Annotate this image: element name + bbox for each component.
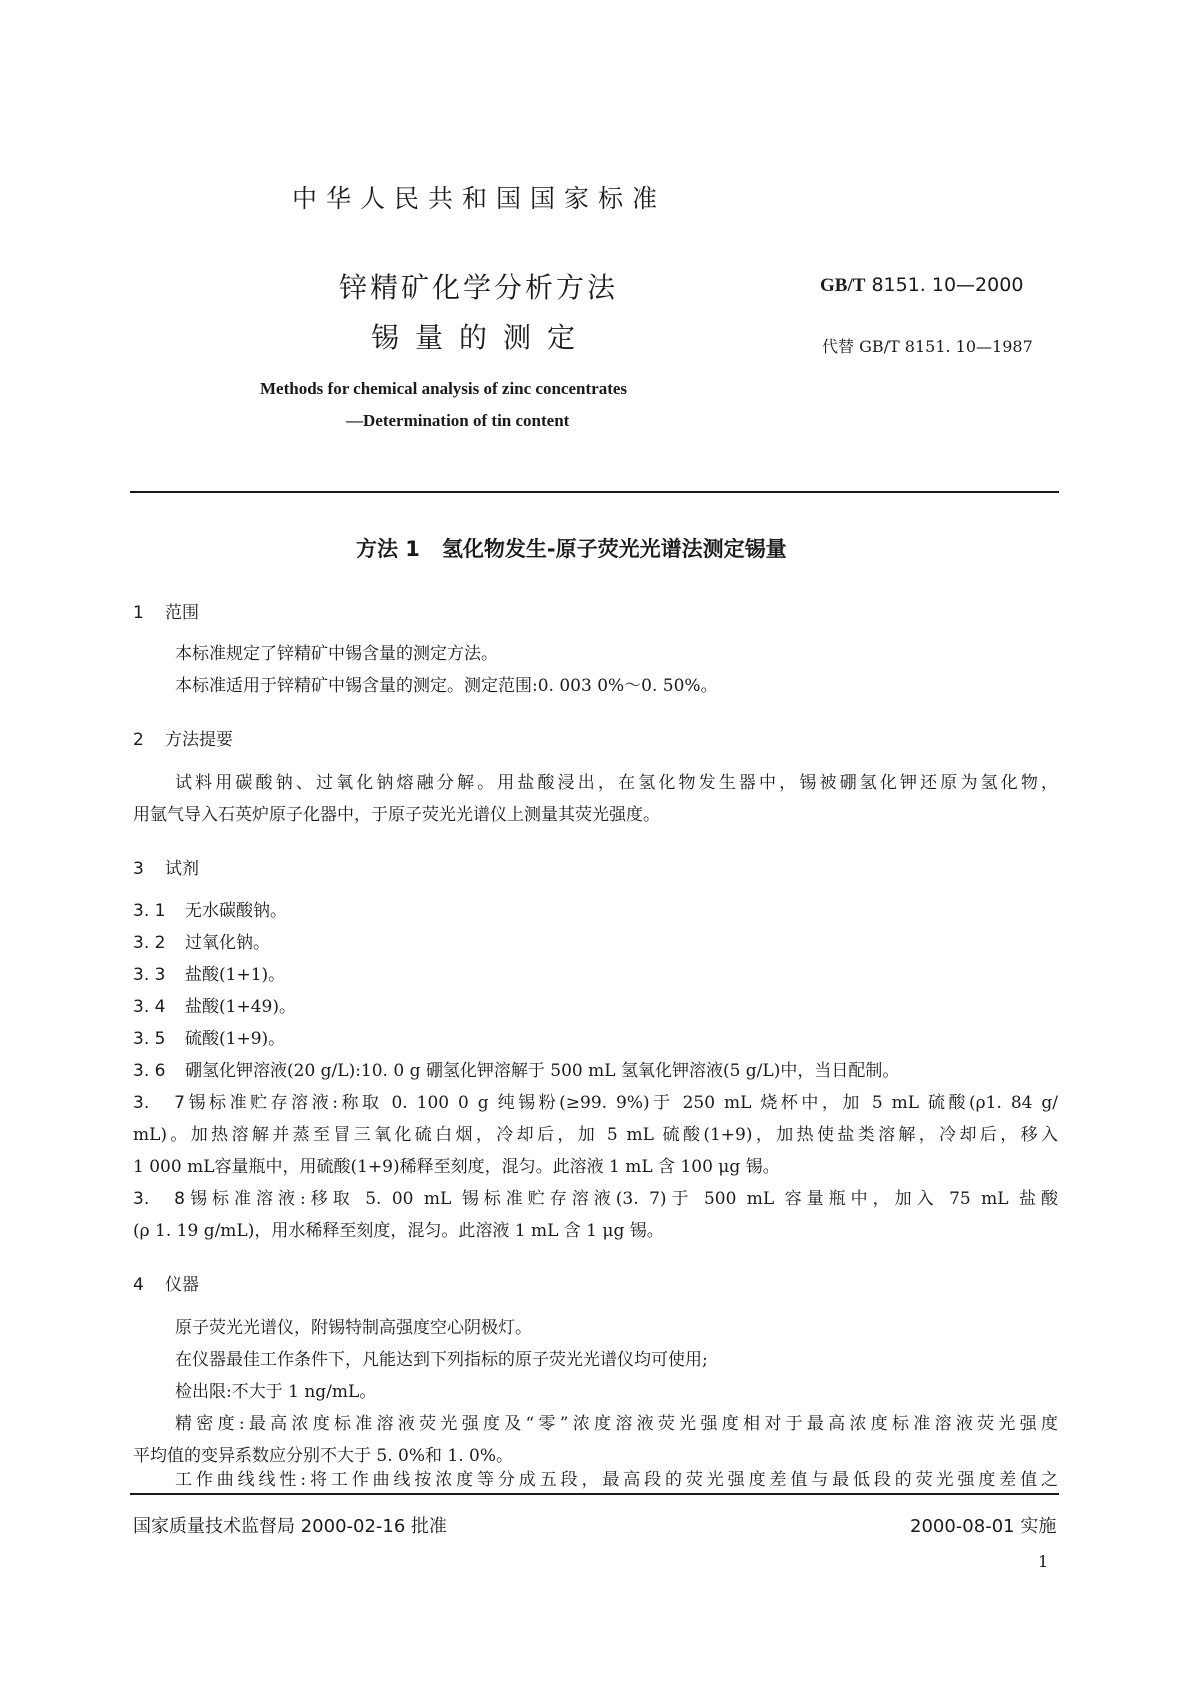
section-title: 试剂 — [165, 859, 199, 879]
section-title: 仪器 — [165, 1275, 199, 1295]
item-number: 3. 1 — [133, 901, 166, 921]
page-number: 1 — [1038, 1552, 1049, 1571]
reagent-item-continuation: 1 000 mL容量瓶中，用硫酸(1+9)稀释至刻度，混匀。此溶液 1 mL 含 100 μg 锡。 — [133, 1157, 780, 1177]
reagent-item — [133, 1184, 1058, 1209]
national-standard-heading: 中华人民共和国国家标准 — [292, 184, 667, 213]
section-number: 1 — [133, 603, 144, 623]
reagent-item — [133, 960, 285, 985]
footer-divider — [130, 1493, 1059, 1495]
standard-number-value: 8151. 10—2000 — [865, 274, 1024, 296]
item-text: 硼氢化钾溶液(20 g/L):10. 0 g 硼氢化钾溶解于 500 mL 氢氧化钾溶液(5 g/L)中，当日配制。 — [185, 1061, 900, 1081]
item-text: 过氧化钠。 — [185, 933, 270, 953]
item-text: 无水碳酸钠。 — [185, 901, 287, 921]
section-number: 3 — [133, 859, 144, 879]
section-number: 4 — [133, 1275, 144, 1295]
section-1-paragraph-1: 本标准规定了锌精矿中锡含量的测定方法。 — [175, 644, 498, 664]
item-text: 盐酸(1+1)。 — [185, 965, 286, 985]
section-4-paragraph-4-line-1: 精密度:最高浓度标准溶液荧光强度及“零”浓度溶液荧光强度相对于最高浓度标准溶液荧光强度 — [175, 1414, 1058, 1434]
method-label: 方法 1 — [356, 537, 420, 561]
document-title-line1: 锌精矿化学分析方法 — [339, 271, 619, 304]
section-4-heading — [133, 1270, 199, 1295]
item-number: 3. 4 — [133, 997, 166, 1017]
document-title-line2: 锡量的测定 — [371, 321, 592, 354]
standard-prefix: GB/T — [820, 275, 866, 296]
item-number: 3. 6 — [133, 1061, 166, 1081]
section-4-paragraph-4-line-2: 平均值的变异系数应分别不大于 5. 0%和 1. 0%。 — [133, 1446, 513, 1466]
item-number: 3. 5 — [133, 1029, 166, 1049]
reagent-item-continuation: (ρ 1. 19 g/mL)，用水稀释至刻度，混匀。此溶液 1 mL 含 1 μg 锡。 — [133, 1221, 664, 1241]
reagent-item — [133, 928, 270, 953]
section-4-paragraph-3: 检出限:不大于 1 ng/mL。 — [175, 1382, 377, 1402]
section-1-heading — [133, 598, 199, 623]
item-text: 盐酸(1+49)。 — [185, 997, 296, 1017]
method-title — [356, 533, 787, 563]
reagent-item — [133, 1088, 1058, 1113]
item-text: 硫酸(1+9)。 — [185, 1029, 286, 1049]
header-divider — [130, 491, 1059, 493]
section-4-paragraph-1: 原子荧光光谱仪，附锡特制高强度空心阴极灯。 — [175, 1318, 532, 1338]
approval-note: 国家质量技术监督局 2000-02-16 批准 — [133, 1516, 448, 1537]
item-number: 3. 2 — [133, 933, 166, 953]
section-4-paragraph-2: 在仪器最佳工作条件下，凡能达到下列指标的原子荧光光谱仪均可使用; — [175, 1350, 708, 1370]
section-2-heading — [133, 725, 233, 750]
section-1-paragraph-2: 本标准适用于锌精矿中锡含量的测定。测定范围:0. 003 0%～0. 50%。 — [175, 676, 718, 696]
section-2-line-2: 用氩气导入石英炉原子化器中，于原子荧光光谱仪上测量其荧光强度。 — [133, 805, 660, 825]
reagent-item — [133, 896, 287, 921]
replaces-note: 代替 GB/T 8151. 10—1987 — [822, 337, 1033, 356]
item-number: 3. 8 — [133, 1189, 185, 1209]
section-number: 2 — [133, 730, 144, 750]
item-text: 锡标准贮存溶液:称取 0. 100 0 g 纯锡粉(≥99. 9%)于 250 mL 烧杯中，加 5 mL 硫酸(ρ1. 84 g/ — [185, 1093, 1058, 1113]
reagent-item — [133, 1024, 285, 1049]
section-2-line-1: 试料用碳酸钠、过氧化钠熔融分解。用盐酸浸出，在氢化物发生器中，锡被硼氢化钾还原为氢化物， — [175, 773, 1058, 793]
reagent-item — [133, 1056, 899, 1081]
standard-number — [820, 274, 1023, 297]
section-3-heading — [133, 854, 199, 879]
section-title: 方法提要 — [165, 730, 233, 750]
section-title: 范围 — [165, 603, 199, 623]
section-4-paragraph-5: 工作曲线线性:将工作曲线按浓度等分成五段，最高段的荧光强度差值与最低段的荧光强度差值之 — [175, 1470, 1058, 1490]
reagent-item-continuation: mL)。加热溶解并蒸至冒三氧化硫白烟，冷却后，加 5 mL 硫酸(1+9)，加热使盐类溶解，冷却后，移入 — [133, 1125, 1058, 1145]
item-text: 锡标准溶液:移取 5. 00 mL 锡标准贮存溶液(3. 7)于 500 mL 容量瓶中，加入 75 mL 盐酸 — [185, 1189, 1058, 1209]
method-name: 氢化物发生-原子荧光光谱法测定锡量 — [441, 537, 787, 561]
item-number: 3. 7 — [133, 1093, 185, 1113]
reagent-item — [133, 992, 296, 1017]
item-number: 3. 3 — [133, 965, 166, 985]
english-title-line2: —Determination of tin content — [346, 411, 570, 430]
english-title-line1: Methods for chemical analysis of zinc concentrates — [260, 379, 628, 398]
implementation-date: 2000-08-01 实施 — [910, 1516, 1057, 1537]
